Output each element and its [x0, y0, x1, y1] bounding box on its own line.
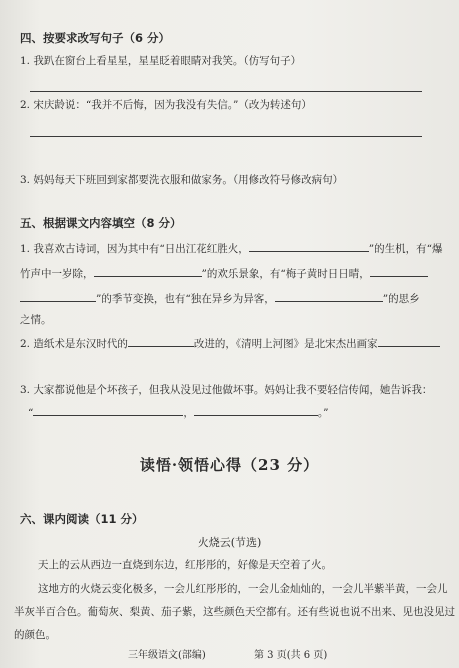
section-4-question-2: 2. 宋庆龄说：“我并不后悔，因为我没有失信。”（改为转述句） — [20, 99, 312, 111]
blank-5-3-b[interactable] — [194, 405, 318, 416]
q1-text-a: 1. 我喜欢古诗词，因为其中有“日出江花红胜火， — [20, 243, 249, 255]
open-quote: “ — [28, 407, 34, 419]
blank-5-1-a[interactable] — [249, 241, 369, 252]
footer-subject: 三年级语文(部编) — [128, 650, 206, 661]
q1-text-b: ”的生机，有“爆 — [368, 243, 443, 255]
section-6-title: 六、课内阅读（11 分） — [20, 512, 144, 526]
close-quote: 。” — [317, 407, 329, 419]
section-5-q1-line-3 — [20, 291, 420, 306]
story-paragraph-2-line-3: 的颜色。 — [14, 629, 56, 641]
q1-text-e: ”的季节变换，也有“独在异乡为异客， — [96, 293, 275, 305]
section-5-q1-line-2 — [20, 266, 428, 281]
blank-5-3-a[interactable] — [33, 405, 183, 416]
q2-text-b: 改进的，《清明上河图》是北宋杰出画家 — [193, 338, 378, 350]
section-5-title: 五、根据课文内容填空（8 分） — [20, 216, 182, 230]
story-paragraph-2-line-1: 这地方的火烧云变化极多，一会儿红彤彤的，一会儿金灿灿的，一会儿半紫半黄，一会儿 — [38, 583, 448, 595]
answer-line-4-2[interactable] — [30, 136, 422, 137]
q1-text-c: 竹声中一岁除， — [20, 268, 94, 280]
answer-line-4-1[interactable] — [30, 91, 422, 92]
section-5-q1-line-1 — [20, 241, 442, 256]
section-5-q3: 3. 大家都说他是个坏孩子，但我从没见过他做坏事。妈妈让我不要轻信传闻，她告诉我： — [20, 384, 433, 396]
section-banner: 读悟·领悟心得（23 分） — [139, 456, 320, 474]
blank-5-1-e[interactable] — [275, 291, 383, 302]
section-4-title: 四、按要求改写句子（6 分） — [20, 31, 171, 45]
section-5-q2 — [20, 336, 440, 351]
story-title: 火烧云(节选) — [197, 536, 262, 549]
section-4-question-3: 3. 妈妈每天下班回到家都要洗衣服和做家务。（用修改符号修改病句） — [20, 174, 344, 186]
blank-5-1-d[interactable] — [20, 291, 96, 302]
blank-5-2-b[interactable] — [378, 336, 440, 347]
section-5-q1-line-4: 之情。 — [20, 314, 52, 326]
blank-5-1-c[interactable] — [370, 266, 428, 277]
story-paragraph-2-line-2: 半灰半百合色。葡萄灰、梨黄、茄子紫，这些颜色天空都有。还有些说也说不出来、见也没见过 — [14, 606, 455, 618]
q1-text-d: ”的欢乐景象，有“梅子黄时日日晴， — [201, 268, 370, 280]
section-4-question-1: 1. 我趴在窗台上看星星，星星眨着眼睛对我笑。（仿写句子） — [20, 55, 302, 67]
story-paragraph-1: 天上的云从西边一直烧到东边，红彤彤的，好像是天空着了火。 — [38, 559, 332, 571]
blank-5-2-a[interactable] — [128, 336, 194, 347]
q1-text-f: ”的思乡 — [382, 293, 420, 305]
section-5-q3-answer — [28, 405, 329, 420]
comma: ， — [183, 407, 194, 419]
footer-page-number: 第 3 页(共 6 页) — [254, 650, 328, 661]
blank-5-1-b[interactable] — [94, 266, 202, 277]
q2-text-a: 2. 造纸术是东汉时代的 — [20, 338, 128, 350]
